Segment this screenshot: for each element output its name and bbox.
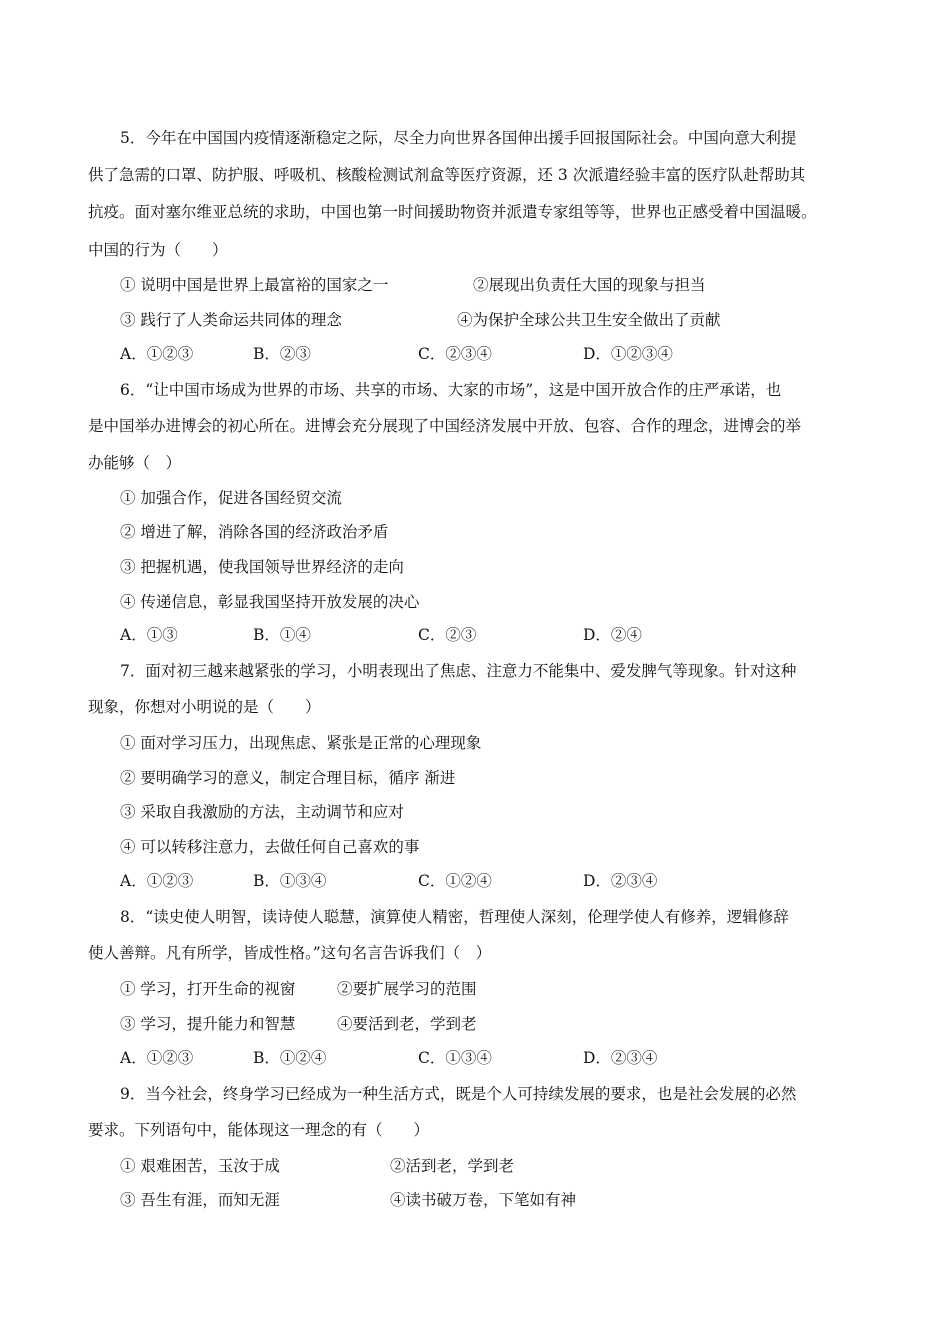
q9-statement-4: ④读书破万卷，下笔如有神 [390,1191,577,1209]
q9-statement-3: ③ 吾生有涯，而知无涯 [120,1191,280,1209]
q8-statement-3: ③ 学习，提升能力和智慧 [120,1015,296,1033]
q9-stem-line-2: 要求。下列语句中，能体现这一理念的有（ ） [88,1121,430,1139]
q6-statement-3: ③ 把握机遇，使我国领导世界经济的走向 [120,558,404,576]
q7-statement-4: ④ 可以转移注意力，去做任何自己喜欢的事 [120,838,420,856]
q8-statement-2: ②要扩展学习的范围 [337,980,477,998]
q5-statement-1: ① 说明中国是世界上最富裕的国家之一 [120,276,389,294]
q8-stem-line-2: 使人善辩。凡有所学，皆成性格。”这句名言告诉我们（ ） [88,944,492,962]
q7-option-a: A．①②③ [120,872,194,890]
q5-option-c: C．②③④ [418,345,492,363]
q8-stem-line-1: 8．“读史使人明智，读诗使人聪慧，演算使人精密，哲理使人深刻，伦理学使人有修养，逻辑修辞 [120,908,789,926]
q8-option-d: D．②③④ [583,1049,658,1067]
q6-statement-1: ① 加强合作，促进各国经贸交流 [120,489,342,507]
q6-statement-4: ④ 传递信息，彰显我国坚持开放发展的决心 [120,593,420,611]
q7-statement-2: ② 要明确学习的意义，制定合理目标，循序 渐进 [120,769,456,787]
q9-statement-2: ②活到老，学到老 [390,1157,515,1175]
q6-stem-line-2: 是中国举办进博会的初心所在。进博会充分展现了中国经济发展中开放、包容、合作的理念，进博会的举 [88,417,802,435]
q5-stem-line-4: 中国的行为（ ） [88,241,228,259]
q5-statement-2: ②展现出负责任大国的现象与担当 [473,276,706,294]
q6-option-a: A．①③ [120,626,178,644]
q5-option-d: D．①②③④ [583,345,673,363]
q7-statement-1: ① 面对学习压力，出现焦虑、紧张是正常的心理现象 [120,734,482,752]
q8-option-b: B．①②④ [253,1049,327,1067]
q6-statement-2: ② 增进了解，消除各国的经济政治矛盾 [120,523,389,541]
q5-statement-3: ③ 践行了人类命运共同体的理念 [120,311,342,329]
q6-stem-line-1: 6．“让中国市场成为世界的市场、共享的市场、大家的市场”，这是中国开放合作的庄严承诺，也 [120,381,782,399]
q5-stem-line-3: 抗疫。面对塞尔维亚总统的求助，中国也第一时间援助物资并派遣专家组等等，世界也正感受着中国温暖。 [88,203,817,221]
q7-statement-3: ③ 采取自我激励的方法，主动调节和应对 [120,803,404,821]
q7-option-b: B．①③④ [253,872,327,890]
q5-stem-line-2: 供了急需的口罩、防护服、呼吸机、核酸检测试剂盒等医疗资源，还 3 次派遣经验丰富的医疗队赴帮助其 [88,166,806,184]
q7-option-d: D．②③④ [583,872,658,890]
q8-option-c: C．①③④ [418,1049,492,1067]
q6-option-d: D．②④ [583,626,642,644]
q6-option-c: C．②③ [418,626,477,644]
q8-option-a: A．①②③ [120,1049,194,1067]
q7-stem-line-1: 7．面对初三越来越紧张的学习，小明表现出了焦虑、注意力不能集中、爱发脾气等现象。针对这种 [120,662,797,680]
q6-stem-line-3: 办能够（ ） [88,454,182,472]
q5-option-a: A．①②③ [120,345,194,363]
q6-option-b: B．①④ [253,626,311,644]
q5-statement-4: ④为保护全球公共卫生安全做出了贡献 [457,311,721,329]
q5-stem-line-1: 5．今年在中国国内疫情逐渐稳定之际，尽全力向世界各国伸出援手回报国际社会。中国向意大利提 [120,129,797,147]
q5-option-b: B．②③ [253,345,311,363]
q7-stem-line-2: 现象，你想对小明说的是（ ） [88,698,321,716]
q8-statement-4: ④要活到老，学到老 [337,1015,477,1033]
q9-stem-line-1: 9．当今社会，终身学习已经成为一种生活方式，既是个人可持续发展的要求，也是社会发展的必然 [120,1085,797,1103]
q8-statement-1: ① 学习，打开生命的视窗 [120,980,296,998]
q9-statement-1: ① 艰难困苦，玉汝于成 [120,1157,280,1175]
q7-option-c: C．①②④ [418,872,492,890]
